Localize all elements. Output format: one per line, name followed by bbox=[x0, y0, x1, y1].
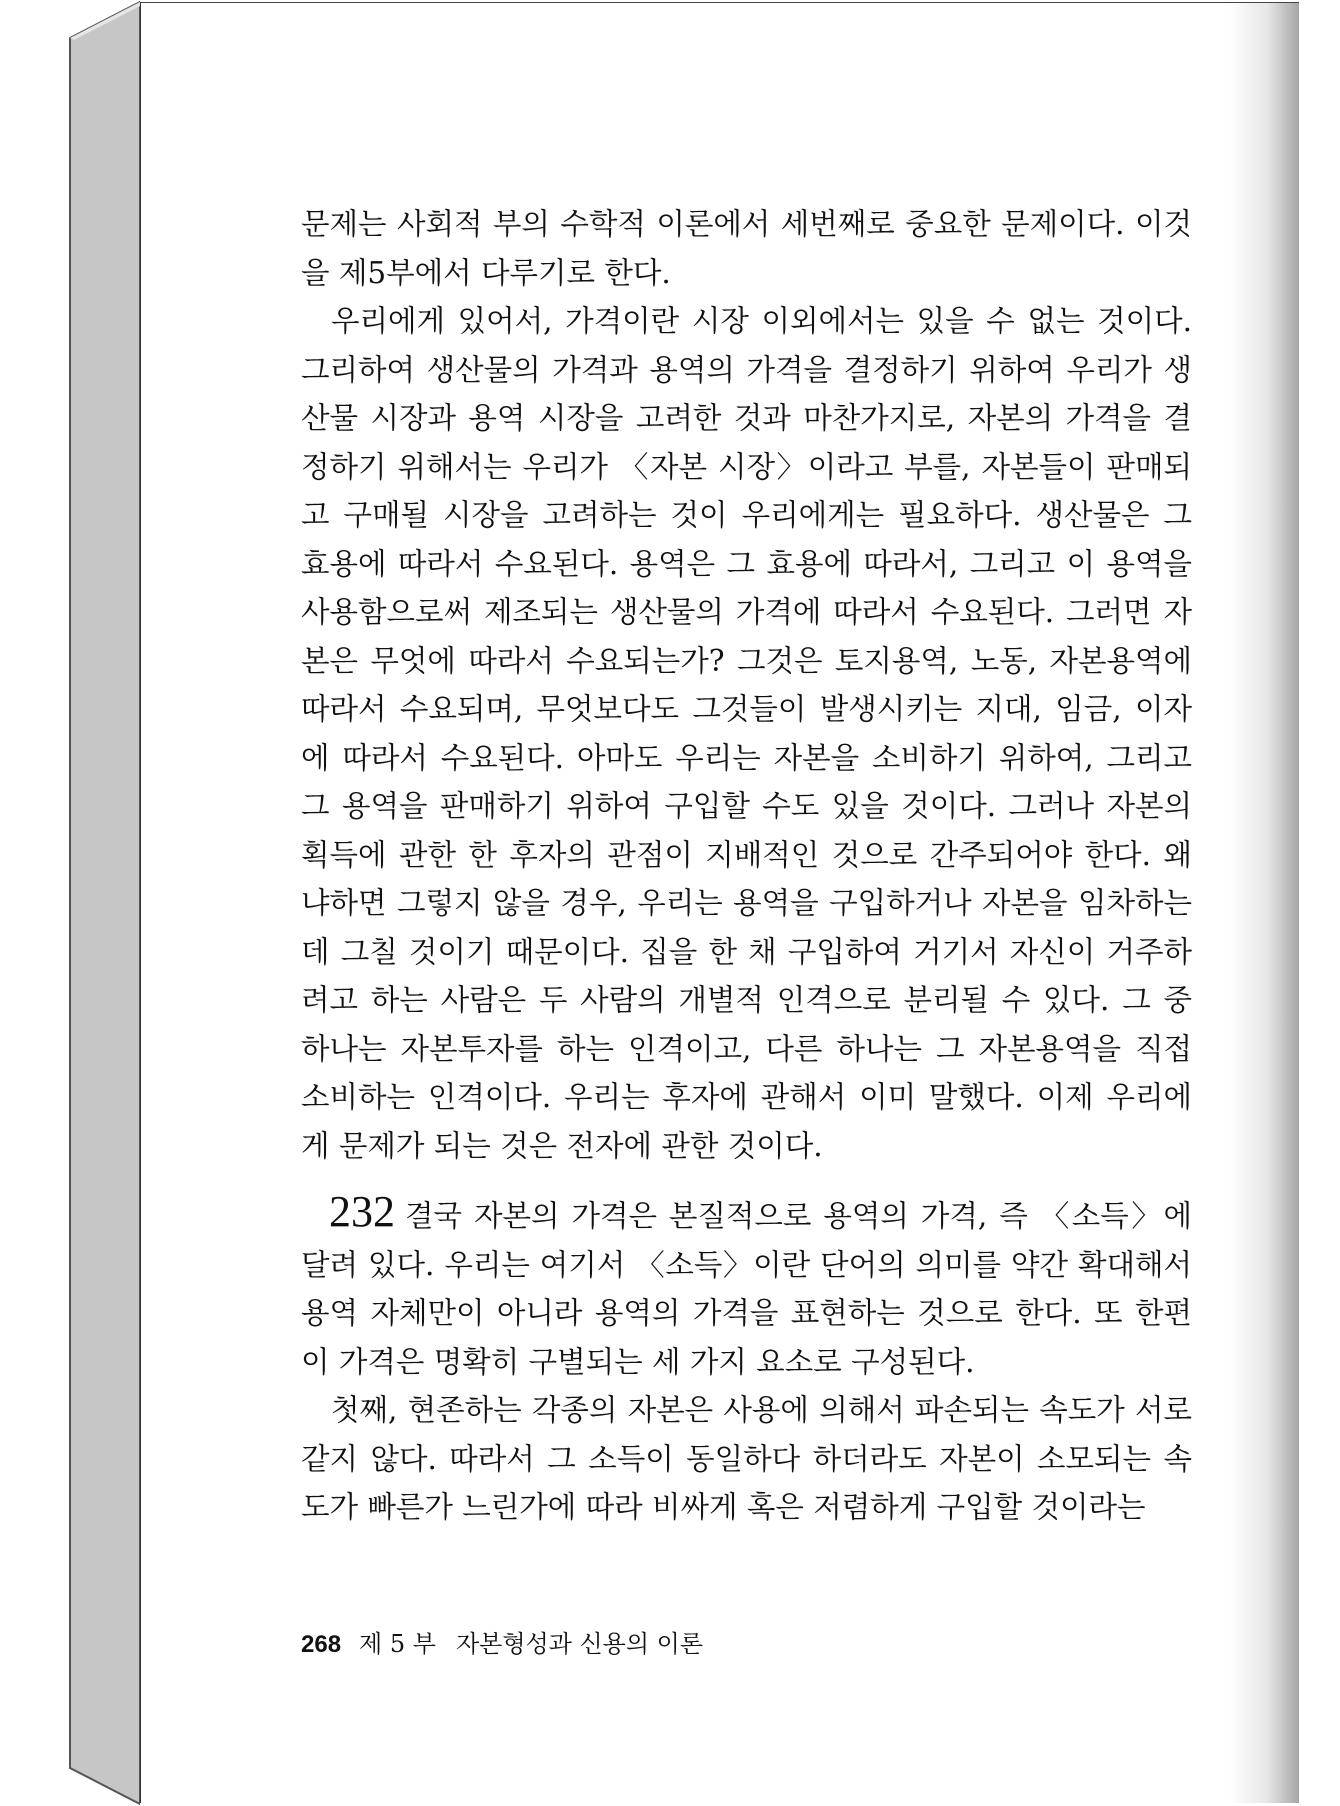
section-number: 232 bbox=[329, 1187, 395, 1236]
book-spine-edge bbox=[0, 0, 140, 1806]
footer-part: 제 5 부 bbox=[359, 1630, 436, 1658]
paragraph-first-factor: 첫째, 현존하는 각종의 자본은 사용에 의해서 파손되는 속도가 서로 같지 않다. 따라서 그 소득이 동일하다 하더라도 자본이 소모되는 속도가 빠른가 느린가에 따라 비싸게 혹은 저렴하게 구입할 것이라는 bbox=[301, 1393, 1192, 1524]
section-232 bbox=[301, 1187, 1192, 1386]
page-number: 268 bbox=[301, 1631, 342, 1658]
paragraph-capital-market: 우리에게 있어서, 가격이란 시장 이외에서는 있을 수 없는 것이다. 그리하여 생산물의 가격과 용역의 가격을 결정하기 위하여 우리가 생산물 시장과 용역 시장을 고려한 것과 마찬가지로, 자본의 가격을 결정하기 위해서는 우리가 〈자본 시장〉이라고 부를, 자본들이 판매되고 구매될 시장을 고려하는 것이 우리에게는 필요하다. 생산물은 그 효용에 따라서 수요된다. 용역은 그 효용에 따라서, 그리고 이 용역을 사용함으로써 제조되는 생산물의 가격에 따라서 수요된다. 그러면 자본은 무엇에 따라서 수요되는가? 그것은 토지용역, 노동, 자본용역에 따라서 수요되며, 무엇보다도 그것들이 발생시키는 지대, 임금, 이자에 따라서 수요된다. 아마도 우리는 자본을 소비하기 위하여, 그리고 그 용역을 판매하기 위하여 구입할 수도 있을 것이다. 그러나 자본의 획득에 관한 한 후자의 관점이 지배적인 것으로 간주되어야 한다. 왜냐하면 그렇지 않을 경우, 우리는 용역을 구입하거나 자본을 임차하는 데 그칠 것이기 때문이다. 집을 한 채 구입하여 거기서 자신이 거주하려고 하는 사람은 두 사람의 개별적 인격으로 분리될 수 있다. 그 중 하나는 자본투자를 하는 인격이고, 다른 하나는 그 자본용역을 직접 소비하는 인격이다. 우리는 후자에 관해서 이미 말했다. 이제 우리에게 문제가 되는 것은 전자에 관한 것이다. bbox=[301, 304, 1192, 1163]
section-text: 결국 자본의 가격은 본질적으로 용역의 가격, 즉 〈소득〉에 달려 있다. 우리는 여기서 〈소득〉이란 단어의 의미를 약간 확대해서 용역 자체만이 아니라 용역의 가격을 표현하는 것으로 한다. 또 한편 이 가격은 명확히 구별되는 세 가지 요소로 구성된다. bbox=[301, 1199, 1192, 1379]
body-text bbox=[301, 200, 1192, 1532]
running-footer bbox=[301, 1624, 703, 1659]
page-edge-shadow bbox=[1229, 3, 1299, 1803]
paragraph-continuation: 문제는 사회적 부의 수학적 이론에서 세번째로 중요한 문제이다. 이것을 제5부에서 다루기로 한다. bbox=[301, 207, 1192, 290]
footer-title: 자본형성과 신용의 이론 bbox=[455, 1630, 704, 1658]
